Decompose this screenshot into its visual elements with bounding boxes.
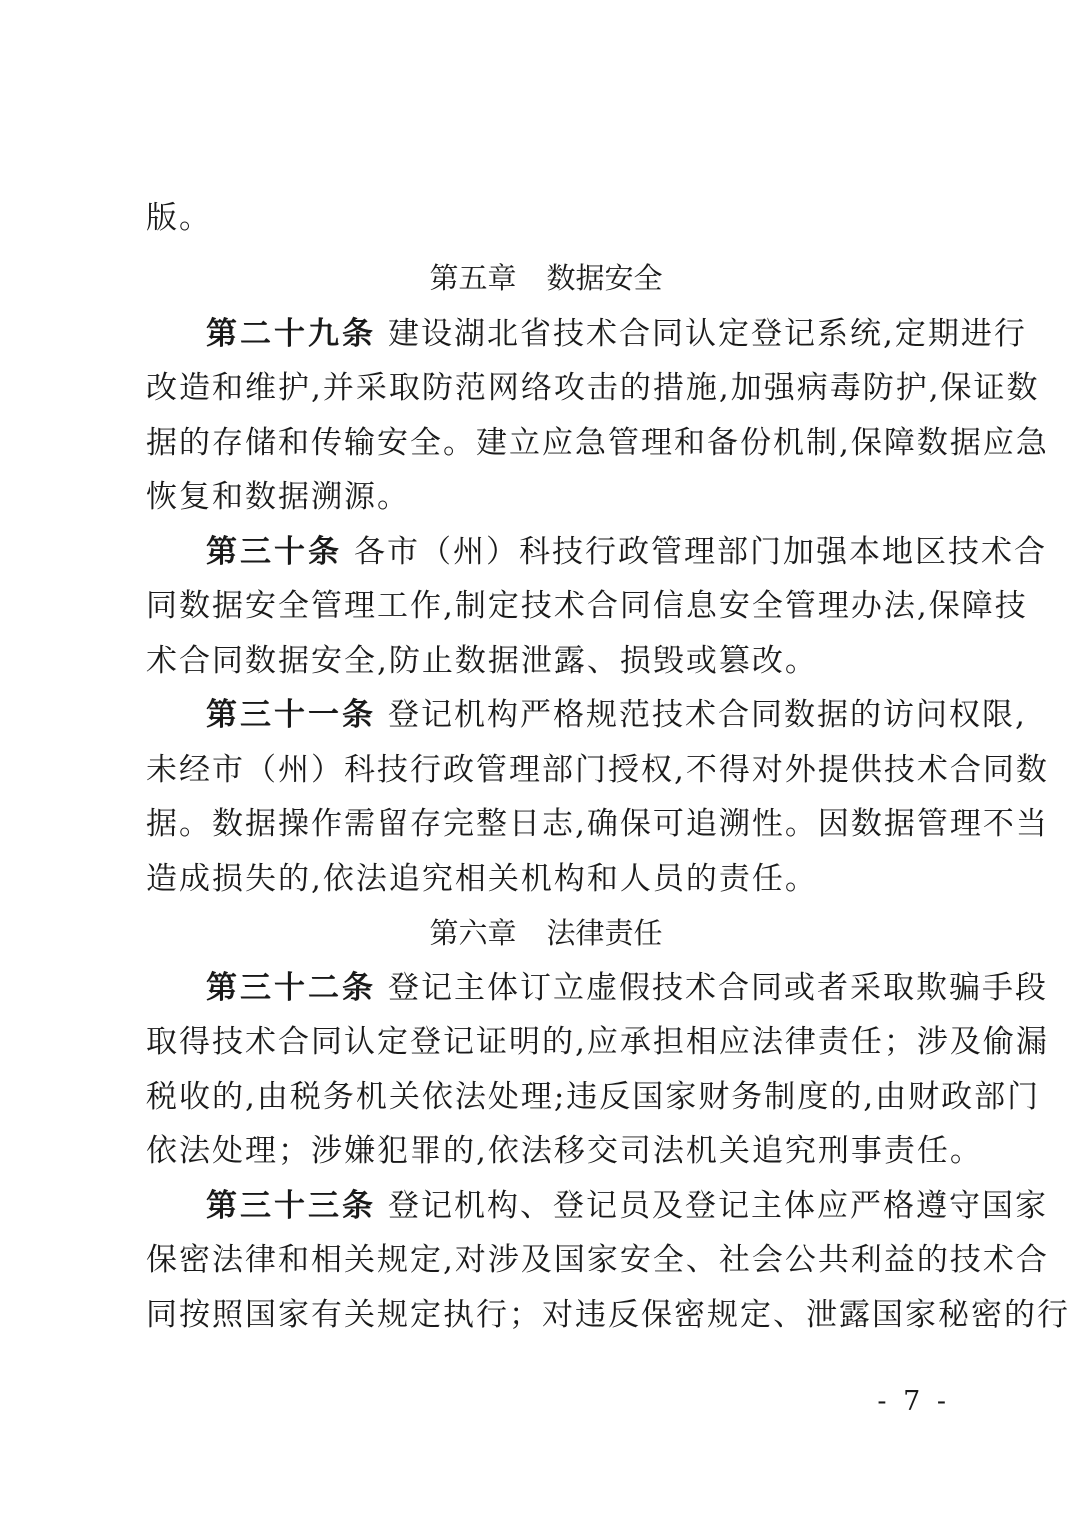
article-29-number: 第二十九条 bbox=[206, 316, 376, 352]
chapter-5-number: 第五章 bbox=[429, 261, 517, 295]
article-33-line-3: 同按照国家有关规定执行；对违反保密规定、泄露国家秘密的行 bbox=[146, 1297, 1070, 1333]
chapter-6-title: 法律责任 bbox=[546, 916, 663, 950]
article-31-line-1: 第三十一条 登记机构严格规范技术合同数据的访问权限, bbox=[206, 697, 1027, 733]
article-30-number: 第三十条 bbox=[206, 534, 342, 570]
article-32-line-3: 税收的,由税务机关依法处理;违反国家财务制度的,由财政部门 bbox=[146, 1079, 1041, 1115]
chapter-6-heading bbox=[146, 913, 946, 953]
article-31-line-2: 未经市（州）科技行政管理部门授权,不得对外提供技术合同数 bbox=[146, 752, 1049, 788]
article-33-line-2: 保密法律和相关规定,对涉及国家安全、社会公共利益的技术合 bbox=[146, 1242, 1049, 1278]
chapter-6-number: 第六章 bbox=[429, 916, 517, 950]
chapter-5-title: 数据安全 bbox=[546, 261, 663, 295]
article-29-line-1: 第二十九条 建设湖北省技术合同认定登记系统,定期进行 bbox=[206, 316, 1027, 352]
article-30-line-1: 第三十条 各市（州）科技行政管理部门加强本地区技术合 bbox=[206, 534, 1047, 570]
chapter-5-heading bbox=[146, 258, 946, 298]
article-33-line-1: 第三十三条 登记机构、登记员及登记主体应严格遵守国家 bbox=[206, 1188, 1048, 1224]
article-32-line-4: 依法处理；涉嫌犯罪的,依法移交司法机关追究刑事责任。 bbox=[146, 1133, 983, 1169]
page-number: - 7 - bbox=[877, 1386, 950, 1417]
article-32-line-1: 第三十二条 登记主体订立虚假技术合同或者采取欺骗手段 bbox=[206, 970, 1048, 1006]
article-31-line-3: 据。数据操作需留存完整日志,确保可追溯性。因数据管理不当 bbox=[146, 806, 1049, 842]
article-32-number: 第三十二条 bbox=[206, 970, 376, 1006]
article-31-line-4: 造成损失的,依法追究相关机构和人员的责任。 bbox=[146, 861, 818, 897]
continuation-text: 版。 bbox=[146, 200, 212, 236]
article-33-number: 第三十三条 bbox=[206, 1188, 376, 1224]
article-30-line-2: 同数据安全管理工作,制定技术合同信息安全管理办法,保障技 bbox=[146, 588, 1028, 624]
article-29-line-3: 据的存储和传输安全。建立应急管理和备份机制,保障数据应急 bbox=[146, 425, 1049, 461]
article-29-line-4: 恢复和数据溯源。 bbox=[146, 479, 410, 515]
article-29-line-2: 改造和维护,并采取防范网络攻击的措施,加强病毒防护,保证数 bbox=[146, 370, 1040, 406]
article-31-number: 第三十一条 bbox=[206, 697, 376, 733]
article-32-line-2: 取得技术合同认定登记证明的,应承担相应法律责任；涉及偷漏 bbox=[146, 1024, 1049, 1060]
article-30-line-3: 术合同数据安全,防止数据泄露、损毁或篡改。 bbox=[146, 643, 818, 679]
